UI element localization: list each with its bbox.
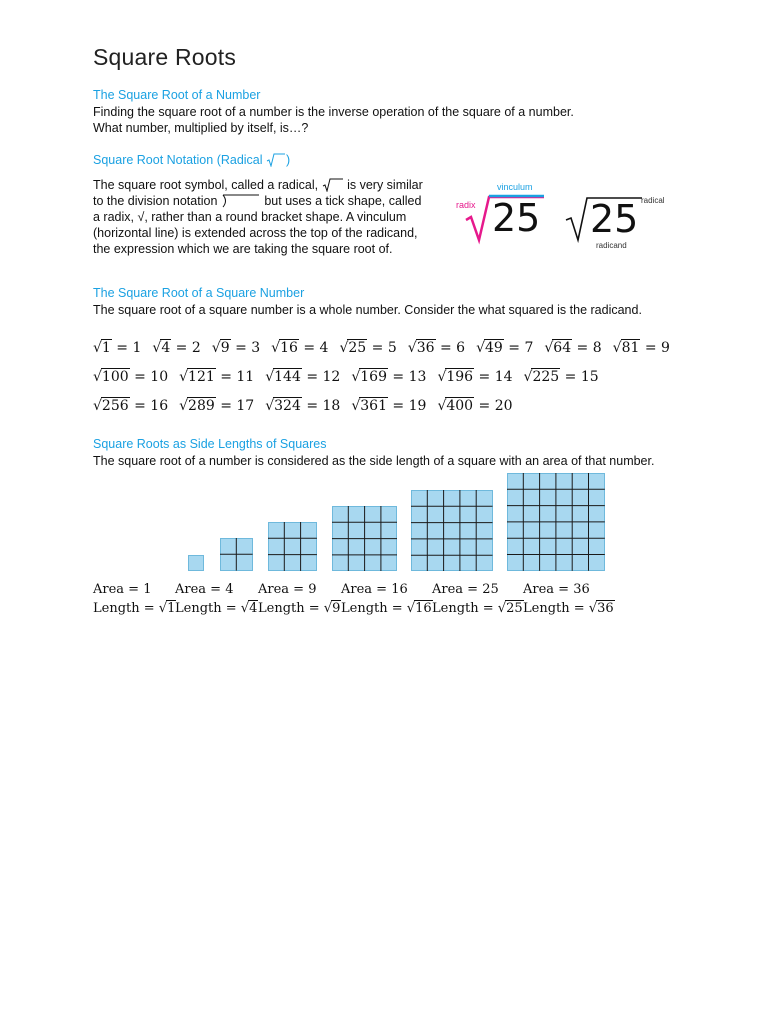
radical-symbol: √: [179, 398, 189, 414]
radical-symbol: √: [93, 398, 102, 414]
paragraph-text: The square root symbol, called a radical,: [93, 178, 319, 192]
radicand: 1: [167, 601, 176, 616]
radix-label: radix: [456, 200, 476, 210]
radicand: 400: [446, 398, 474, 414]
area-square: [411, 490, 493, 572]
area-caption: Area = 36: [523, 582, 590, 597]
square-grid: [332, 506, 397, 571]
square-grid: [268, 522, 317, 571]
radical-symbol: √: [93, 340, 102, 356]
radicand: 9: [220, 340, 230, 356]
equation-result: = 1: [111, 340, 142, 356]
radical-symbol: √: [158, 601, 168, 616]
radical-expression: [159, 601, 177, 616]
radical-symbol: √: [437, 398, 447, 414]
radicand-label: radicand: [596, 241, 627, 250]
radical-symbol: √: [240, 601, 250, 616]
section-heading-square-root: The Square Root of a Number: [93, 88, 261, 102]
radicand: 100: [101, 369, 129, 385]
radical-symbol: √: [476, 340, 485, 356]
equation-result: = 17: [215, 398, 255, 414]
square-grid: [188, 555, 204, 571]
length-prefix: Length =: [258, 601, 324, 616]
radical-symbol: √: [211, 340, 221, 356]
radicand: 36: [416, 340, 435, 356]
radicand-number: 25: [492, 196, 541, 240]
equation-result: = 2: [171, 340, 201, 356]
paragraph-line: The square root of a number is considered as the side length of a square with an area of that number.: [93, 454, 655, 468]
equation-result: = 11: [215, 369, 255, 385]
equation-result: = 8: [572, 340, 602, 356]
area-caption: Area = 9: [258, 582, 317, 597]
square-grid: [507, 473, 605, 571]
length-prefix: Length =: [175, 601, 241, 616]
vinculum-label: vinculum: [497, 182, 533, 192]
heading-text: Square Root Notation (Radical: [93, 153, 263, 167]
radicand: 196: [446, 369, 474, 385]
square-grid: [220, 538, 253, 571]
paragraph-text: but uses a tick shape, called: [264, 194, 422, 208]
paragraph-text: to the division notation: [93, 194, 218, 208]
length-prefix: Length =: [432, 601, 498, 616]
radical-symbol: √: [351, 369, 361, 385]
radicand: 361: [360, 398, 387, 414]
equation-result: = 19: [387, 398, 427, 414]
radical-symbol: √: [407, 340, 417, 356]
radicand: 25: [348, 340, 367, 356]
radicand: 256: [101, 398, 129, 414]
radical-symbol: √: [152, 340, 162, 356]
radical-expression: [498, 601, 524, 616]
area-square: [188, 555, 204, 571]
radicand: 289: [188, 398, 215, 414]
radical-expression: [589, 601, 615, 616]
area-square: [332, 506, 397, 571]
length-caption: [523, 601, 615, 616]
radicand: 36: [597, 601, 614, 616]
radicand: 169: [360, 369, 387, 385]
area-caption: Area = 25: [432, 582, 499, 597]
radical-symbol: √: [406, 601, 416, 616]
equation-result: = 16: [129, 398, 169, 414]
heading-end: ): [286, 153, 291, 167]
radicand-number: 25: [590, 197, 639, 241]
radicand: 1: [101, 340, 111, 356]
length-caption: [258, 601, 341, 616]
radicand: 81: [621, 340, 640, 356]
radical-symbol: √: [612, 340, 622, 356]
equation-result: = 12: [301, 369, 341, 385]
radicand: 4: [249, 601, 258, 616]
length-caption: [175, 601, 258, 616]
equation-result: = 7: [503, 340, 534, 356]
paragraph-text: the expression which we are taking the square root of.: [93, 242, 393, 256]
radicand: 16: [415, 601, 432, 616]
radical-symbol: √: [588, 601, 598, 616]
area-square: [268, 522, 317, 571]
paragraph-text: (horizontal line) is extended across the top of the radicand,: [93, 226, 418, 240]
equation-result: = 13: [387, 369, 427, 385]
radical-symbol: √: [339, 340, 349, 356]
length-caption: [341, 601, 433, 616]
area-caption: Area = 4: [175, 582, 234, 597]
equation-result: = 3: [230, 340, 261, 356]
paragraph-line: Finding the square root of a number is the inverse operation of the square of a number.: [93, 105, 574, 119]
radicand: 64: [553, 340, 572, 356]
equation-result: = 5: [367, 340, 397, 356]
equation-result: = 9: [640, 340, 670, 356]
section-heading-side-lengths: Square Roots as Side Lengths of Squares: [93, 437, 327, 451]
equation-result: = 20: [474, 398, 513, 414]
equation-result: = 15: [560, 369, 599, 385]
radicand: 16: [280, 340, 298, 356]
radicand: 144: [274, 369, 301, 385]
radical-symbol: √: [179, 369, 189, 385]
radicand: 9: [332, 601, 341, 616]
radical-label: radical: [641, 196, 665, 205]
radical-expression: [241, 601, 259, 616]
length-prefix: Length =: [341, 601, 407, 616]
radical-symbol: √: [93, 369, 102, 385]
area-caption: Area = 1: [93, 582, 152, 597]
radical-symbol: √: [544, 340, 554, 356]
radical-expression: [407, 601, 433, 616]
radical-expression: [324, 601, 342, 616]
radicand: 121: [188, 369, 215, 385]
radical-symbol: √: [271, 340, 281, 356]
equation-result: = 6: [435, 340, 466, 356]
square-grid: [411, 490, 493, 572]
paragraph-text: is very similar: [347, 178, 423, 192]
radicand: 49: [484, 340, 503, 356]
length-caption: [93, 601, 176, 616]
length-prefix: Length =: [523, 601, 589, 616]
equation-result: = 10: [129, 369, 169, 385]
page-title: Square Roots: [93, 44, 237, 70]
radicand: 25: [506, 601, 523, 616]
length-prefix: Length =: [93, 601, 159, 616]
equation-result: = 18: [301, 398, 341, 414]
paragraph-line: The square root of a square number is a whole number. Consider the what squared is the radicand.: [93, 303, 642, 317]
area-square: [507, 473, 605, 571]
paragraph-line: What number, multiplied by itself, is…?: [93, 121, 309, 135]
equation-result: = 14: [474, 369, 513, 385]
area-caption: Area = 16: [341, 582, 408, 597]
equation-result: = 4: [298, 340, 329, 356]
radicand: 324: [274, 398, 301, 414]
radical-symbol: √: [523, 369, 533, 385]
radical-symbol: √: [351, 398, 361, 414]
radical-symbol: √: [265, 398, 275, 414]
radical-symbol: √: [497, 601, 507, 616]
radical-symbol: √: [323, 601, 333, 616]
radical-symbol: √: [437, 369, 447, 385]
radicand: 225: [532, 369, 560, 385]
paragraph-text: a radix, √, rather than a round bracket shape. A vinculum: [93, 210, 407, 224]
radical-symbol: √: [265, 369, 275, 385]
radicand: 4: [161, 340, 171, 356]
section-heading-square-number: The Square Root of a Square Number: [93, 286, 305, 300]
area-square: [220, 538, 253, 571]
length-caption: [432, 601, 524, 616]
